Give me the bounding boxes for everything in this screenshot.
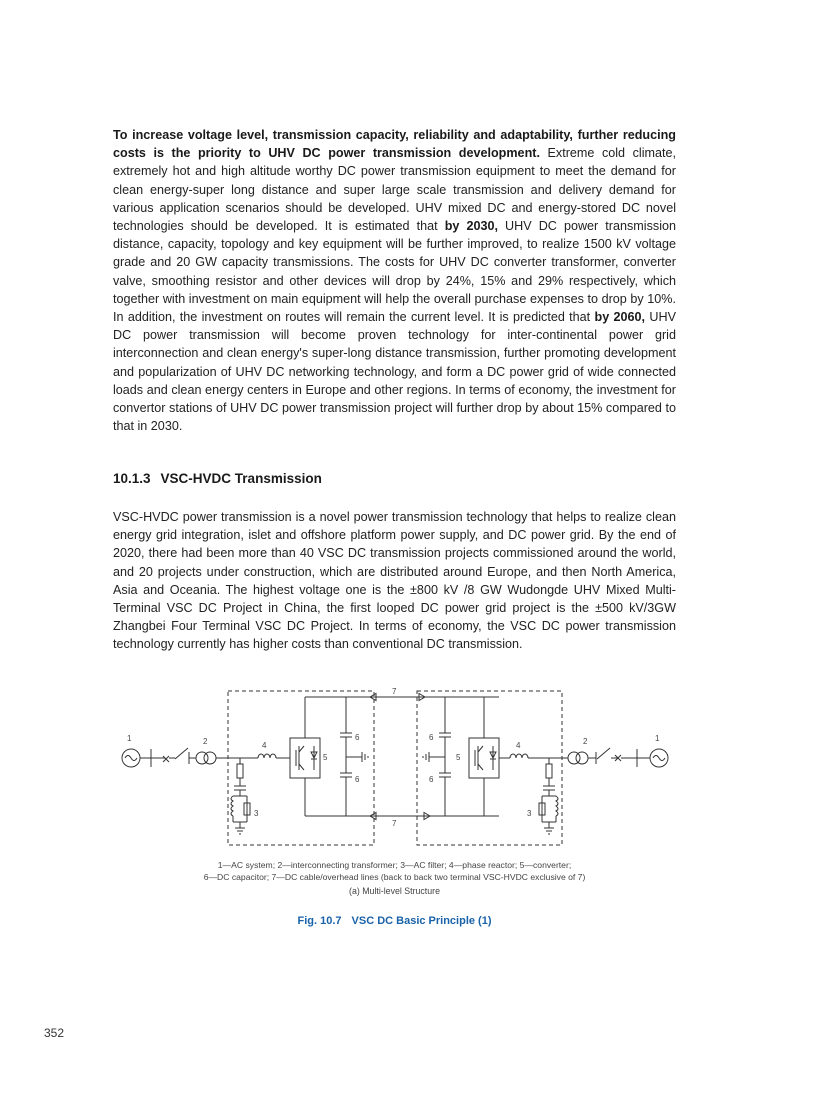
figure-title: VSC DC Basic Principle (1) [351,915,492,927]
label-dc-line-bottom: 7 [392,819,397,828]
intro-paragraph [113,126,676,435]
label-left-capacitor-top: 6 [355,733,360,742]
right-phase-reactor-icon [499,754,568,758]
label-left-capacitor-bottom: 6 [355,775,360,784]
right-converter-icon [469,697,499,816]
label-left-transformer: 2 [203,737,208,746]
intro-text-part1: Extreme cold climate, extremely hot and high altitude worthy DC power transmission equipment to meet the demand for clean energy-super long distance and super large scale transmission and delivery demand for various application scenarios should be developed. UHV mixed DC and energy-stored DC novel technologies should be developed. It is estimated that [113,146,676,234]
figure-caption [113,915,676,927]
label-right-capacitor-bottom: 6 [429,775,434,784]
left-ac-system-icon [122,749,165,767]
figure-subcaption: (a) Multi-level Structure [349,886,440,896]
label-left-converter: 5 [323,753,328,762]
right-station-box [417,691,562,845]
label-dc-line-top: 7 [392,687,397,696]
vsc-circuit-diagram [113,686,676,851]
left-filter-icon [231,758,250,834]
right-breaker-icon [596,748,650,767]
label-left-reactor: 4 [262,741,267,750]
intro-text-part2: UHV DC power transmission distance, capacity, topology and key equipment will be further improved, to realize 1500 kV voltage grade and 20 GW capacity transmissions. The costs for UHV DC converter transformer, converter valve, smoothing resistor and other devices will drop by 24%, 15% and 29% respectively, which together with investment on main equipment will help the overall purchase expenses to drop by 10%. In addition, the investment on routes will remain the current level. It is predicted that [113,219,676,325]
figure-number: Fig. 10.7 [297,915,342,927]
intro-text-part3: UHV DC power transmission will become proven technology for inter-continental power grid interconnection and clean energy's super-long distance transmission, further promoting development and popularization of UHV DC networking technology, and form a DC power grid of wide connected loads and clean energy centers in Europe and other regions. In terms of economy, the investment for convertor stations of UHV DC power transmission project will further drop by about 15% compared to that in 2030. [113,310,676,434]
left-phase-reactor-icon [258,754,290,758]
section-title: VSC-HVDC Transmission [160,471,322,486]
left-transformer-icon [196,752,258,764]
section-number: 10.1.3 [113,471,151,486]
intro-bold-sentence: To increase voltage level, transmission capacity, reliability and adaptability, further reducing costs is the priority to UHV DC power transmission development. [113,128,676,161]
section-heading [113,471,322,486]
left-station-box [228,691,374,845]
label-right-reactor: 4 [516,741,521,750]
label-left-ac-system: 1 [127,734,132,743]
vsc-paragraph: VSC-HVDC power transmission is a novel power transmission technology that helps to realize clean energy grid integration, islet and offshore platform power supply, and DC power grid. By the end of 2020, there had been more than 40 VSC DC transmission projects commissioned around the world, and 20 projects under construction, which are distributed around Europe, and then North America, Asia and Oceania. The highest voltage one is the ±800 kV /8 GW Wudongde UHV Mixed Multi-Terminal VSC DC Project in China, the first looped DC power grid project is the ±500 kV/3GW Zhangbei Four Terminal VSC DC Project. In terms of economy, the VSC DC power transmission technology currently has higher costs than conventional DC transmission. [113,510,676,652]
label-right-ac-system: 1 [655,734,660,743]
right-ac-system-icon [650,749,668,767]
label-right-transformer: 2 [583,737,588,746]
figure-legend-line-1: 1—AC system; 2—interconnecting transformer; 3—AC filter; 4—phase reactor; 5—converter; [217,860,572,870]
left-dc-capacitor-icon [340,697,368,816]
intro-bold-2060: by 2060, [594,310,646,325]
intro-bold-2030: by 2030, [444,219,498,234]
page-number: 352 [44,1026,65,1040]
left-breaker-icon [163,748,196,764]
dc-line-bottom [370,813,430,820]
label-right-filter: 3 [527,809,532,818]
label-right-capacitor-top: 6 [429,733,434,742]
left-converter-icon [290,697,320,816]
label-left-filter: 3 [254,809,259,818]
right-filter-icon [539,758,558,834]
right-dc-capacitor-icon [423,697,451,816]
right-transformer-icon [568,752,596,764]
figure-legend-line-2: 6—DC capacitor; 7—DC cable/overhead lines (back to back two terminal VSC-HVDC exclusive of 7) [203,871,586,882]
label-right-converter: 5 [456,753,461,762]
